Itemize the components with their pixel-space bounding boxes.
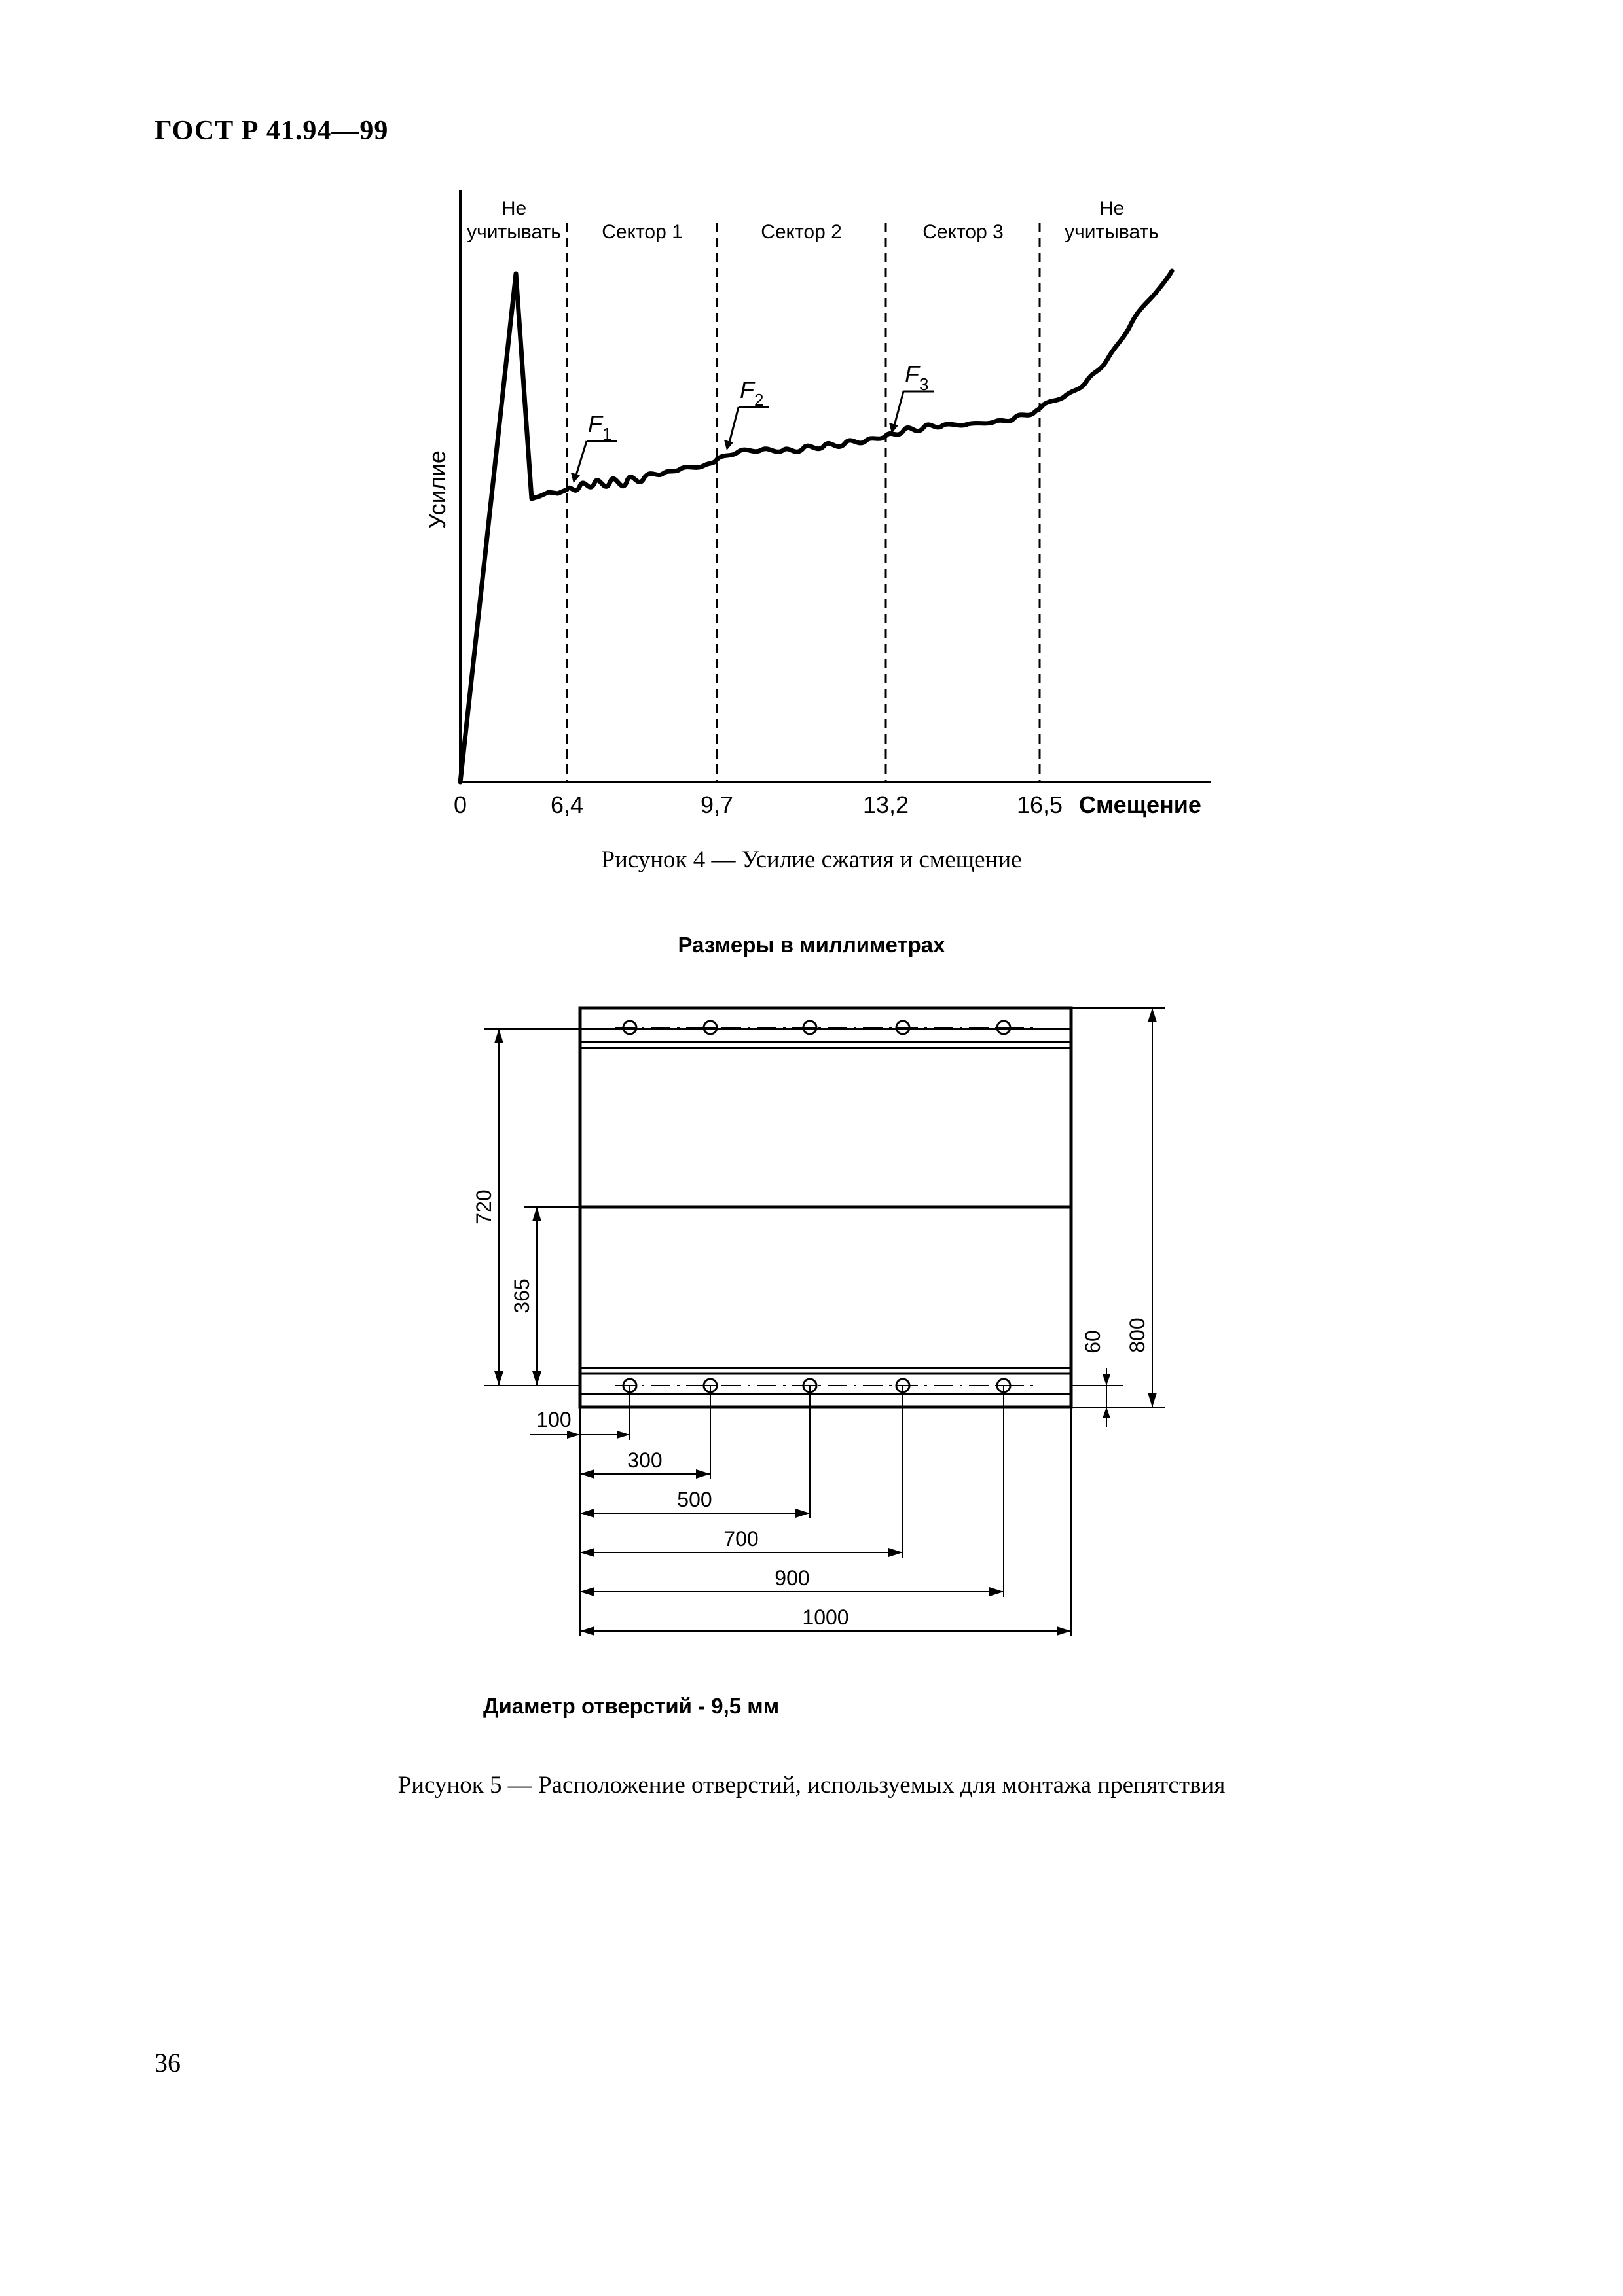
svg-text:1000: 1000 <box>802 1605 849 1629</box>
mounting-hole <box>803 1021 816 1034</box>
mounting-hole <box>896 1021 909 1034</box>
sector-label: Сектор 2 <box>761 221 842 243</box>
svg-text:F: F <box>740 376 754 403</box>
x-tick-label: 16,5 <box>1016 791 1063 818</box>
mounting-hole <box>704 1021 717 1034</box>
x-tick-label: 6,4 <box>550 791 584 818</box>
svg-text:60: 60 <box>1081 1330 1104 1354</box>
mounting-hole <box>623 1021 636 1034</box>
x-tick-label: 13,2 <box>862 791 909 818</box>
dimension-900 <box>580 1386 1004 1597</box>
sector-label: Не <box>1099 198 1125 219</box>
sector-label: Сектор 1 <box>602 221 683 243</box>
dimension-100 <box>530 1386 630 1636</box>
dimension-365 <box>510 1207 580 1386</box>
svg-text:365: 365 <box>510 1278 534 1314</box>
dimension-1000 <box>580 1407 1071 1636</box>
svg-text:F: F <box>588 410 602 437</box>
svg-text:500: 500 <box>677 1488 712 1511</box>
svg-text:2: 2 <box>754 390 764 410</box>
page-number: 36 <box>155 2048 181 2077</box>
dimension-300 <box>580 1386 710 1479</box>
svg-text:F: F <box>905 361 919 387</box>
mounting-hole <box>997 1021 1010 1034</box>
force-marker-f2 <box>724 376 769 450</box>
figure5-drawing <box>0 982 1623 1689</box>
x-tick-label: 0 <box>453 791 467 818</box>
sector-label: Не <box>501 198 527 219</box>
dimension-500 <box>580 1386 810 1518</box>
x-axis-label: Смещение <box>1079 791 1201 818</box>
x-tick-label: 9,7 <box>700 791 734 818</box>
svg-text:800: 800 <box>1125 1318 1149 1353</box>
figure4-chart <box>0 0 1623 916</box>
figure4-caption: Рисунок 4 — Усилие сжатия и смещение <box>601 846 1022 873</box>
dimension-60 <box>1071 1330 1123 1427</box>
force-marker-f1 <box>571 410 617 483</box>
svg-text:100: 100 <box>536 1408 572 1431</box>
hole-diameter-note: Диаметр отверстий - 9,5 мм <box>483 1694 780 1718</box>
svg-text:900: 900 <box>775 1566 810 1590</box>
figure5-caption: Рисунок 5 — Расположение отверстий, используемых для монтажа препятствия <box>397 1772 1226 1799</box>
svg-text:1: 1 <box>602 424 612 444</box>
units-note: Размеры в миллиметрах <box>678 933 945 957</box>
sector-label: учитывать <box>467 221 561 243</box>
svg-text:3: 3 <box>919 374 929 394</box>
y-axis-label: Усилие <box>424 450 450 529</box>
sector-label: Сектор 3 <box>922 221 1004 243</box>
force-marker-f3 <box>889 361 934 433</box>
document-header: ГОСТ Р 41.94—99 <box>155 116 389 146</box>
svg-text:720: 720 <box>472 1189 496 1225</box>
sector-label: учитывать <box>1065 221 1159 243</box>
svg-text:300: 300 <box>627 1448 663 1472</box>
svg-text:700: 700 <box>723 1527 759 1551</box>
